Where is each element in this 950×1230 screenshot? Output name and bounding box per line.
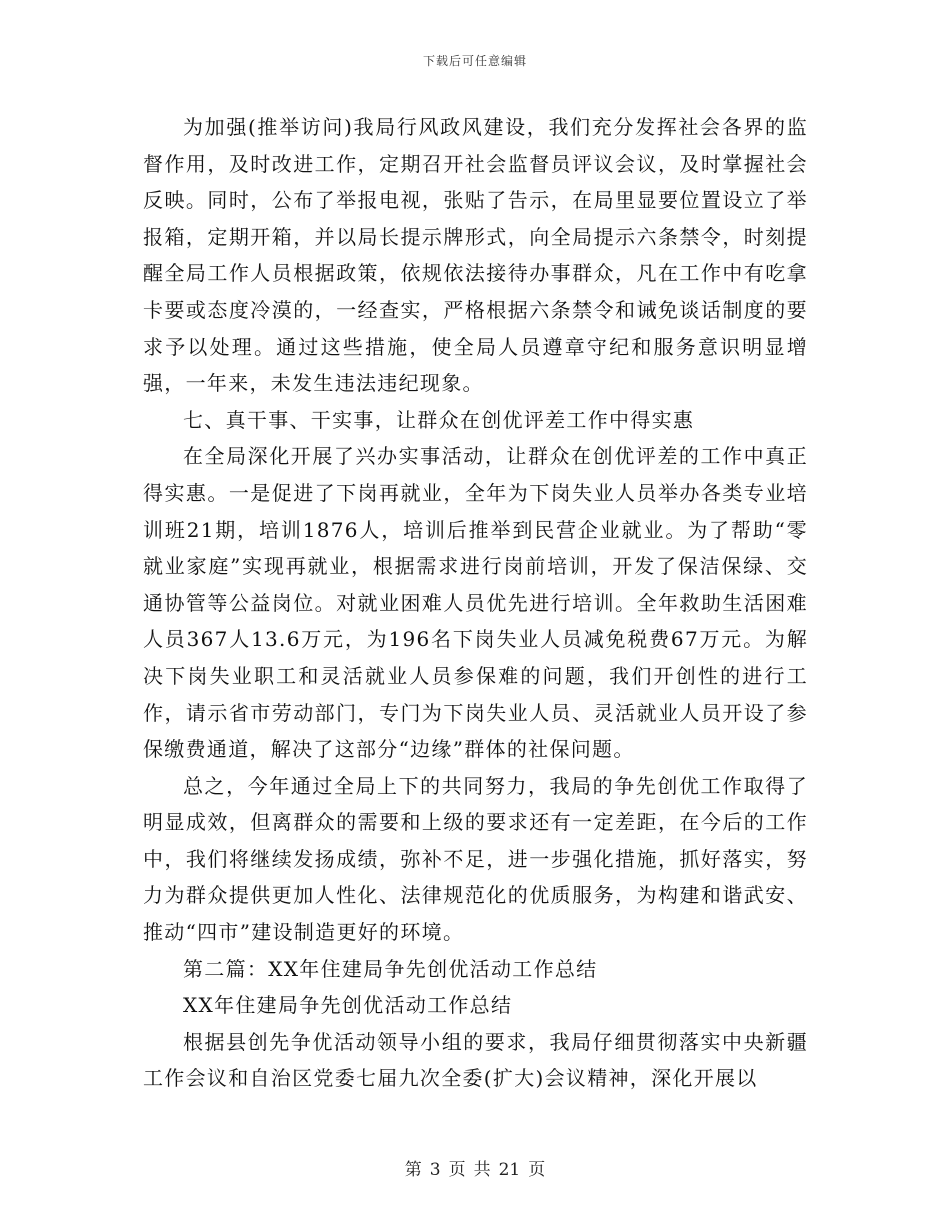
paragraph-summary: 总之，今年通过全局上下的共同努力，我局的争先创优工作取得了明显成效，但离群众的需要和上级的要求还有一定差距，在今后的工作中，我们将继续发扬成绩，弥补不足，进一步强化措施，抓好落实，努力为群众提供更加人性化、法律规范化的优质服务，为构建和谐武安、推动“四市”建设制造更好的环境。 [143,773,808,945]
section-heading-seven: 七、真干事、干实事，让群众在创优评差工作中得实惠 [183,407,695,432]
footer-label-total-unit: 页 [528,1160,546,1180]
page-header-note: 下载后可任意编辑 [422,54,527,68]
chapter-heading-part-two: 第二篇：XX年住建局争先创优活动工作总结 [183,956,598,981]
footer-label-page: 第 [404,1160,422,1180]
footer-label-total: 共 [473,1160,491,1180]
page-footer [0,1155,950,1180]
paragraph-supervision: 为加强(推举访问)我局行风政风建设，我们充分发挥社会各界的监督作用，及时改进工作，定期召开社会监督员评议会议，及时掌握社会反映。同时，公布了举报电视，张贴了告示，在局里显要位置设立了举报箱，定期开箱，并以局长提示牌形式，向全局提示六条禁令，时刻提醒全局工作人员根据政策，依规依法接待办事群众，凡在工作中有吃拿卡要或态度冷漠的，一经查实，严格根据六条禁令和诫免谈话制度的要求予以处理。通过这些措施，使全局人员遵章守纪和服务意识明显增强，一年来，未发生违法违纪现象。 [143,115,808,396]
paragraph-intro: 根据县创先争优活动领导小组的要求，我局仔细贯彻落实中央新疆工作会议和自治区党委七届九次全委(扩大)会议精神，深化开展以 [143,1029,808,1091]
paragraph-practical-work: 在全局深化开展了兴办实事活动，让群众在创优评差的工作中真正得实惠。一是促进了下岗再就业，全年为下岗失业人员举办各类专业培训班21期，培训1876人，培训后推举到民营企业就业。为了帮助“零就业家庭”实现再就业，根据需求进行岗前培训，开发了保洁保绿、交通协管等公益岗位。对就业困难人员优先进行培训。全年救助生活困难人员367人13.6万元，为196名下岗失业人员减免税费67万元。为解决下岗失业职工和灵活就业人员参保难的问题，我们开创性的进行工作，请示省市劳动部门，专门为下岗失业人员、灵活就业人员开设了参保缴费通道，解决了这部分“边缘”群体的社保问题。 [143,444,808,762]
article-title: XX年住建局争先创优活动工作总结 [183,993,513,1018]
document-body [143,109,808,1097]
footer-current-page: 3 [429,1160,441,1180]
footer-label-page-unit: 页 [448,1160,466,1180]
footer-total-pages: 21 [498,1160,521,1180]
